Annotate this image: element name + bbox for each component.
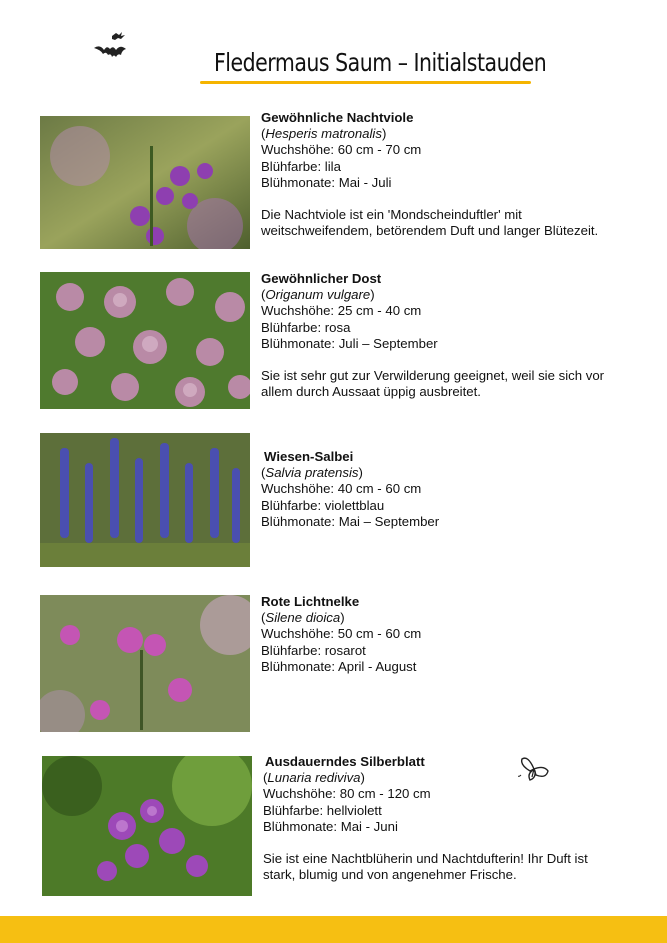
plant-color: Blühfarbe: hellviolett <box>263 802 382 818</box>
bats-icon <box>92 28 138 72</box>
plant-height: Wuchshöhe: 60 cm - 70 cm <box>261 142 422 158</box>
plant-image-dost <box>40 272 250 409</box>
plant-height: Wuchshöhe: 80 cm - 120 cm <box>263 786 431 802</box>
plant-latin-name: Lunaria rediviva <box>267 770 361 786</box>
footer-bar <box>0 916 667 943</box>
title-underline <box>200 81 531 84</box>
plant-months: Blühmonate: Juli – September <box>261 335 438 351</box>
plant-latin-name: Hesperis matronalis <box>265 126 382 142</box>
plant-color: Blühfarbe: rosarot <box>261 642 366 658</box>
plant-height: Wuchshöhe: 40 cm - 60 cm <box>261 481 422 497</box>
plant-text-5: Ausdauerndes Silberblatt (Lunaria rediviva) Wuchshöhe: 80 cm - 120 cm Blühfarbe: hellviolett Blühmonate: Mai - Juni Sie ist eine Nachtblüherin und Nachtdufterin! Ihr Duft ist stark, blumig und von angenehmer Frische. <box>263 754 613 883</box>
plant-months: Blühmonate: Mai – September <box>261 513 440 529</box>
butterfly-icon <box>518 755 552 785</box>
plant-color: Blühfarbe: violettblau <box>261 497 385 513</box>
plant-name: Rote Lichtnelke <box>261 594 360 609</box>
plant-latin-name: Origanum vulgare <box>265 287 371 303</box>
plant-name: Wiesen-Salbei <box>264 449 354 464</box>
plant-months: Blühmonate: Mai - Juni <box>263 818 398 834</box>
plant-description: Sie ist eine Nachtblüherin und Nachtdufterin! Ihr Duft ist stark, blumig und von angenehmer Frische. <box>263 851 588 883</box>
plant-height: Wuchshöhe: 50 cm - 60 cm <box>261 626 422 642</box>
plant-height: Wuchshöhe: 25 cm - 40 cm <box>261 303 422 319</box>
plant-image-salbei <box>40 433 250 567</box>
plant-name: Gewöhnliche Nachtviole <box>261 110 414 125</box>
plant-text-2: Gewöhnlicher Dost (Origanum vulgare) Wuchshöhe: 25 cm - 40 cm Blühfarbe: rosa Blühmonate: Juli – September Sie ist sehr gut zur Verwilderung geeignet, weil sie sich vor allem durch Aussaat üppig ausbreitet. <box>261 271 611 400</box>
plant-description: Die Nachtviole ist ein 'Mondscheinduftler' mit weitschweifendem, betörendem Duft und langer Blütezeit. <box>261 207 599 239</box>
plant-color: Blühfarbe: lila <box>261 158 341 174</box>
plant-text-1: Gewöhnliche Nachtviole (Hesperis matronalis) Wuchshöhe: 60 cm - 70 cm Blühfarbe: lila Blühmonate: Mai - Juli Die Nachtviole ist ein 'Mondscheinduftler' mit weitschweifendem, betörendem Duft und langer Blütezeit. <box>261 110 611 239</box>
plant-color: Blühfarbe: rosa <box>261 319 351 335</box>
plant-months: Blühmonate: April - August <box>261 658 417 674</box>
plant-latin-name: Silene dioica <box>265 610 341 626</box>
plant-latin-name: Salvia pratensis <box>265 465 359 481</box>
plant-image-silberblatt <box>42 756 252 896</box>
plant-name: Ausdauerndes Silberblatt <box>265 754 425 769</box>
plant-text-4: Rote Lichtnelke (Silene dioica) Wuchshöhe: 50 cm - 60 cm Blühfarbe: rosarot Blühmonate: April - August <box>261 594 422 674</box>
page-title: Fledermaus Saum – Initialstauden <box>214 48 547 77</box>
plant-description: Sie ist sehr gut zur Verwilderung geeignet, weil sie sich vor allem durch Aussaat üppig ausbreitet. <box>261 368 605 400</box>
plant-image-lichtnelke <box>40 595 250 732</box>
plant-name: Gewöhnlicher Dost <box>261 271 382 286</box>
plant-image-nachtviole <box>40 116 250 249</box>
plant-text-3: Wiesen-Salbei (Salvia pratensis) Wuchshöhe: 40 cm - 60 cm Blühfarbe: violettblau Blühmonate: Mai – September <box>261 449 440 529</box>
plant-months: Blühmonate: Mai - Juli <box>261 174 392 190</box>
